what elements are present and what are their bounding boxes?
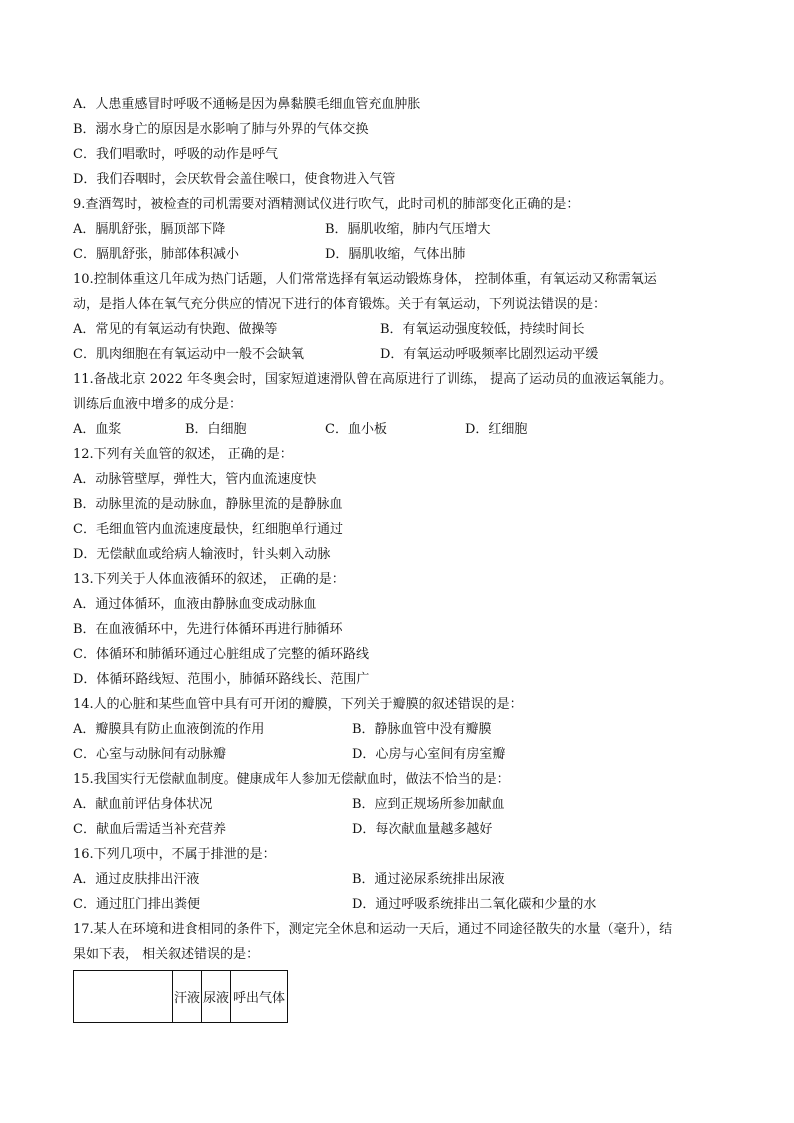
q11-option-c: C．血小板	[325, 422, 387, 437]
q8-option-d: D．我们吞咽时，会厌软骨会盖住喉口，使食物进入气管	[73, 172, 396, 187]
water-loss-table	[73, 970, 288, 1023]
q17-stem-line-2: 果如下表， 相关叙述错误的是：	[73, 947, 260, 962]
q9-option-b: B．膈肌收缩，肺内气压增大	[325, 222, 491, 237]
q11-stem-line-2: 训练后血液中增多的成分是：	[73, 397, 243, 412]
q10-option-b: B．有氧运动强度较低，持续时间长	[380, 322, 585, 337]
table-header-exhaled-gas: 呼出气体	[231, 971, 288, 1023]
q8-option-a: A．人患重感冒时呼吸不通畅是因为鼻黏膜毛细血管充血肿胀	[73, 97, 421, 112]
q12-stem: 12.下列有关血管的叙述， 正确的是：	[73, 447, 293, 462]
q11-option-b: B．白细胞	[185, 422, 247, 437]
q12-option-d: D．无偿献血或给病人输液时，针头刺入动脉	[73, 547, 331, 562]
q15-option-b: B．应到正规场所参加献血	[352, 797, 505, 812]
q14-option-a: A．瓣膜具有防止血液倒流的作用	[73, 722, 265, 737]
q15-stem: 15.我国实行无偿献血制度。健康成年人参加无偿献血时，做法不恰当的是：	[73, 772, 510, 787]
table-header-urine: 尿液	[202, 971, 231, 1023]
q11-option-d: D．红细胞	[465, 422, 528, 437]
q14-option-b: B．静脉血管中没有瓣膜	[352, 722, 492, 737]
q9-option-a: A．膈肌舒张，膈顶部下降	[73, 222, 226, 237]
q14-stem: 14.人的心脏和某些血管中具有可开闭的瓣膜，下列关于瓣膜的叙述错误的是：	[73, 697, 523, 712]
q10-stem-line-2: 动，是指人体在氧气充分供应的情况下进行的体育锻炼。关于有氧运动，下列说法错误的是：	[73, 297, 607, 312]
q16-option-c: C．通过肛门排出粪便	[73, 897, 200, 912]
table-header-empty	[74, 971, 173, 1023]
q13-option-d: D．体循环路线短、范围小，肺循环路线长、范围广	[73, 672, 370, 687]
q8-option-b: B．溺水身亡的原因是水影响了肺与外界的气体交换	[73, 122, 369, 137]
q14-option-c: C．心室与动脉间有动脉瓣	[73, 747, 226, 762]
q9-option-c: C．膈肌舒张，肺部体积减小	[73, 247, 239, 262]
q15-option-c: C．献血后需适当补充营养	[73, 822, 226, 837]
q13-option-a: A．通过体循环，血液由静脉血变成动脉血	[73, 597, 317, 612]
q9-option-d: D．膈肌收缩，气体出肺	[325, 247, 466, 262]
q16-option-a: A．通过皮肤排出汗液	[73, 872, 200, 887]
q16-option-b: B．通过泌尿系统排出尿液	[352, 872, 505, 887]
q9-stem: 9.查酒驾时，被检查的司机需要对酒精测试仪进行吹气，此时司机的肺部变化正确的是：	[73, 197, 580, 212]
q13-option-b: B．在血液循环中，先进行体循环再进行肺循环	[73, 622, 343, 637]
q10-option-d: D．有氧运动呼吸频率比剧烈运动平缓	[380, 347, 599, 362]
q12-option-a: A．动脉管壁厚，弹性大，管内血流速度快	[73, 472, 317, 487]
q8-option-c: C．我们唱歌时，呼吸的动作是呼气	[73, 147, 278, 162]
q11-stem-line-1: 11.备战北京 2022 年冬奥会时，国家短道速滑队曾在高原进行了训练， 提高了运动员的血液运氧能力。	[73, 372, 673, 387]
table-header-sweat: 汗液	[173, 971, 202, 1023]
q12-option-c: C．毛细血管内血流速度最快，红细胞单行通过	[73, 522, 343, 537]
q12-option-b: B．动脉里流的是动脉血，静脉里流的是静脉血	[73, 497, 343, 512]
q11-option-a: A．血浆	[73, 422, 122, 437]
q10-option-c: C．肌肉细胞在有氧运动中一般不会缺氧	[73, 347, 304, 362]
q17-stem-line-1: 17.某人在环境和进食相同的条件下，测定完全休息和运动一天后，通过不同途径散失的水量（毫升），结	[73, 922, 673, 937]
q15-option-a: A．献血前评估身体状况	[73, 797, 213, 812]
q16-option-d: D．通过呼吸系统排出二氧化碳和少量的水	[352, 897, 597, 912]
table-header-row	[74, 971, 288, 1023]
q10-option-a: A．常见的有氧运动有快跑、做操等	[73, 322, 278, 337]
q16-stem: 16.下列几项中，不属于排泄的是：	[73, 847, 276, 862]
q14-option-d: D．心房与心室间有房室瓣	[352, 747, 506, 762]
q10-stem-line-1: 10.控制体重这几年成为热门话题，人们常常选择有氧运动锻炼身体， 控制体重，有氧运动又称需氧运	[73, 272, 657, 287]
q13-stem: 13.下列关于人体血液循环的叙述， 正确的是：	[73, 572, 345, 587]
q13-option-c: C．体循环和肺循环通过心脏组成了完整的循环路线	[73, 647, 369, 662]
q15-option-d: D．每次献血量越多越好	[352, 822, 493, 837]
